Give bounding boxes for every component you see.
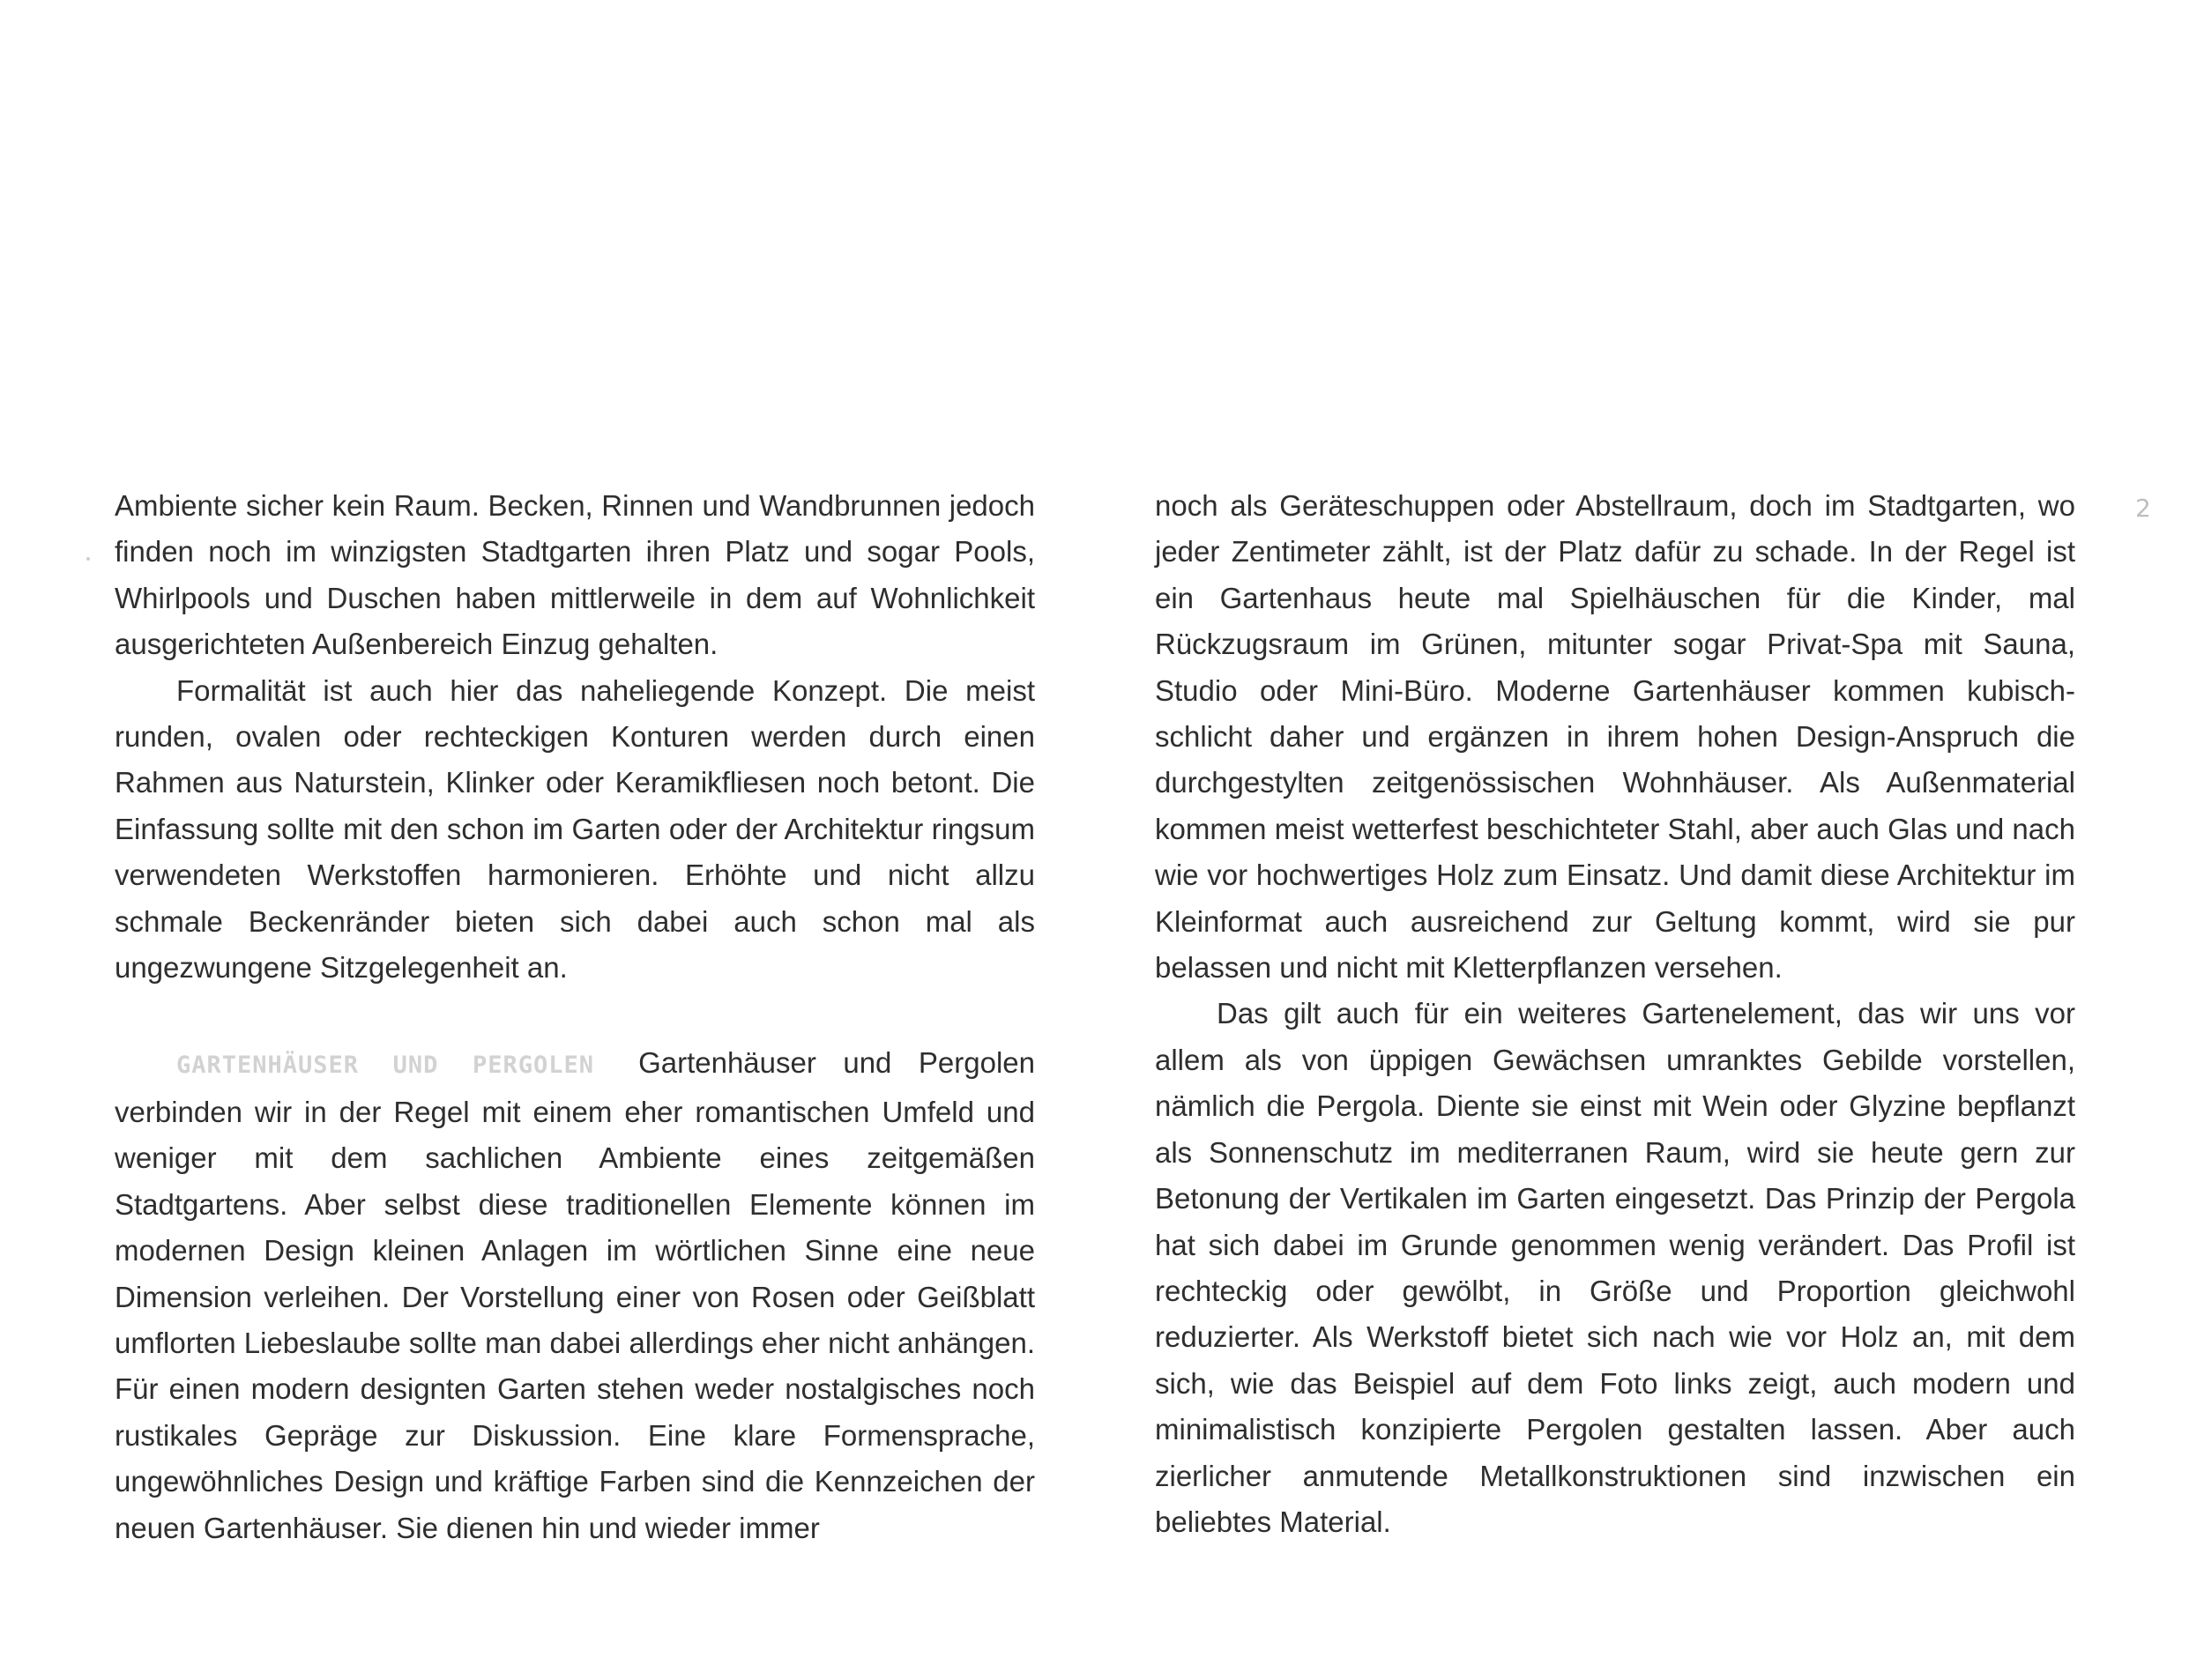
- right-text-column: [1155, 483, 2075, 1545]
- left-paragraph-1: Ambiente sicher kein Raum. Becken, Rinnen und Wandbrunnen jedoch finden noch im winzigsten Stadtgarten ihren Platz und sogar Pools, Whirlpools und Duschen haben mittlerweile in dem auf Wohnlichkeit ausgerichteten Außenbereich Einzug gehalten.: [115, 489, 1035, 661]
- left-text-column: [115, 483, 1035, 1551]
- section-paragraph: [115, 1040, 1035, 1550]
- right-paragraph-1: noch als Geräteschuppen oder Abstellraum, doch im Stadtgarten, wo jeder Zentimeter zählt, ist der Platz dafür zu schade. In der Regel ist ein Gartenhaus heute mal Spielhäuschen für die Kinder, mal Rückzugsraum im Grünen, mitunter sogar Privat-Spa mit Sauna, Studio oder Mini-Büro. Moderne Gartenhäuser kommen kubisch-schlicht daher und ergänzen in ihrem hohen Design-Anspruch die durchgestylten zeitgenössischen Wohnhäuser. Als Außenmaterial kommen meist wetterfest beschichteter Stahl, aber auch Glas und nach wie vor hochwertiges Holz zum Einsatz. Und damit diese Architektur im Kleinformat auch ausreichend zur Geltung kommt, wird sie pur belassen und nicht mit Kletterpflanzen versehen.: [1155, 489, 2075, 985]
- scan-speck: [86, 557, 90, 561]
- right-paragraph-2: Das gilt auch für ein weiteres Gartenelement, das wir uns vor allem als von üppigen Gewächsen umranktes Gebilde vorstellen, nämlich die Pergola. Diente sie einst mit Wein oder Glyzine bepflanzt als Sonnenschutz im mediterranen Raum, wird sie heute gern zur Betonung der Vertikalen im Garten eingesetzt. Das Prinzip der Pergola hat sich dabei im Grunde genommen wenig verändert. Das Profil ist rechteckig oder gewölbt, in Größe und Proportion gleichwohl reduzierter. Als Werkstoff bietet sich nach wie vor Holz an, mit dem sich, wie das Beispiel auf dem Foto links zeigt, auch modern und minimalistisch konzipierte Pergolen gestalten lassen. Aber auch zierlicher anmutende Metallkonstruktionen sind inzwischen ein beliebtes Material.: [1155, 997, 2075, 1538]
- section-heading: GARTENHÄUSER UND PERGOLEN: [176, 1052, 595, 1080]
- page-number: 2: [2135, 494, 2151, 523]
- left-paragraph-2: Formalität ist auch hier das naheliegende Konzept. Die meist runden, ovalen oder rechteckigen Konturen werden durch einen Rahmen aus Naturstein, Klinker oder Keramikfliesen noch betont. Die Einfassung sollte mit den schon im Garten oder der Architektur ringsum verwendeten Werkstoffen harmonieren. Erhöhte und nicht allzu schmale Beckenränder bieten sich dabei auch schon mal als ungezwungene Sitzgelegenheit an.: [115, 673, 1035, 985]
- section-text: Gartenhäuser und Pergolen verbinden wir in der Regel mit einem eher romantischen Umfeld und weniger mit dem sachlichen Ambiente eines zeitgemäßen Stadtgartens. Aber selbst diese traditionellen Elemente können im modernen Design kleinen Anlagen im wörtlichen Sinne eine neue Dimension verleihen. Der Vorstellung einer von Rosen oder Geißblatt umflorten Liebeslaube sollte man dabei allerdings eher nicht anhängen. Für einen modern designten Garten stehen weder nostalgisches noch rustikales Gepräge zur Diskussion. Eine klare Formensprache, ungewöhnliches Design und kräftige Farben sind die Kennzeichen der neuen Gartenhäuser. Sie dienen hin und wieder immer: [115, 1046, 1036, 1544]
